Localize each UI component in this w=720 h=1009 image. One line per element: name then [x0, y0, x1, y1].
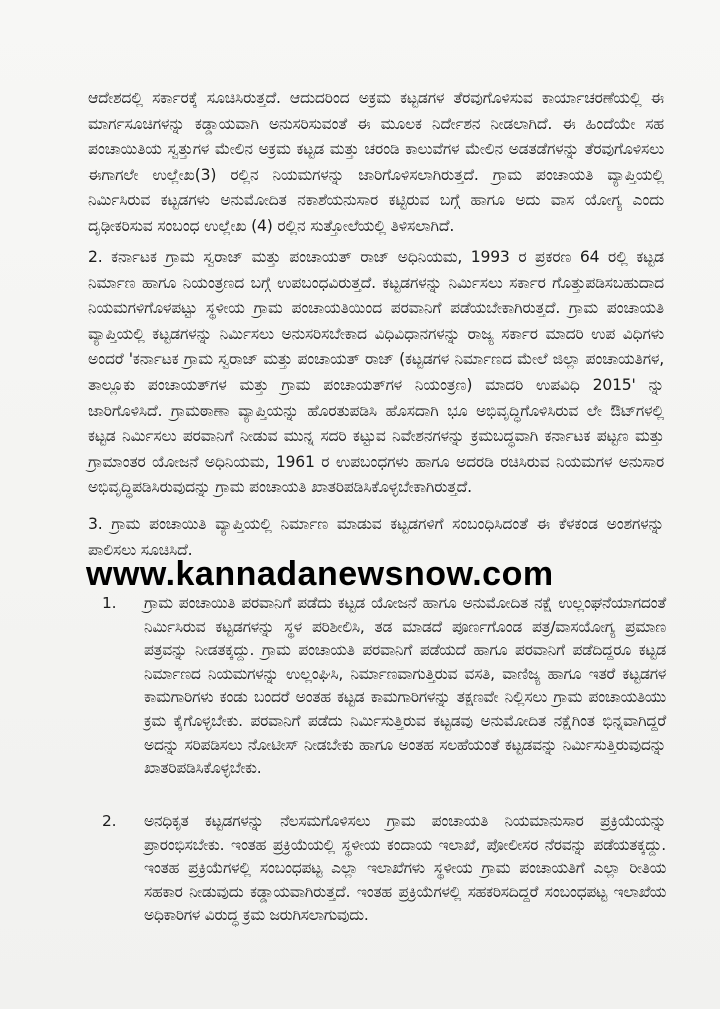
paragraph-3: 3. ಗ್ರಾಮ ಪಂಚಾಯಿತಿ ವ್ಯಾಪ್ತಿಯಲ್ಲಿ ನಿರ್ಮಾಣ ಮಾಡುವ ಕಟ್ಟಡಗಳಿಗೆ ಸಂಬಂಧಿಸಿದಂತೆ ಈ ಕೆಳಕಂಡ ಅಂಶಗಳನ್ನು ಪಾಲಿಸಲು ಸೂಚಿಸಿದೆ. — [88, 515, 664, 559]
list-item-number: 2. — [102, 812, 117, 830]
list-item — [102, 592, 666, 781]
paragraph-1: ಆದೇಶದಲ್ಲಿ ಸರ್ಕಾರಕ್ಕೆ ಸೂಚಿಸಿರುತ್ತದೆ. ಆದುದರಿಂದ ಅಕ್ರಮ ಕಟ್ಟಡಗಳ ತೆರವುಗೊಳಿಸುವ ಕಾರ್ಯಾಚರಣೆಯಲ್ಲಿ ಈ ಮಾರ್ಗಸೂಚಿಗಳನ್ನು ಕಡ್ಡಾಯವಾಗಿ ಅನುಸರಿಸುವಂತೆ ಈ ಮೂಲಕ ನಿರ್ದೇಶನ ನೀಡಲಾಗಿದೆ. ಈ ಹಿಂದೆಯೇ ಸಹ ಪಂಚಾಯಿತಿಯ ಸ್ವತ್ತುಗಳ ಮೇಲಿನ ಅಕ್ರಮ ಕಟ್ಟಡ ಮತ್ತು ಚರಂಡಿ ಕಾಲುವೆಗಳ ಮೇಲಿನ ಅಡತಡೆಗಳನ್ನು ತೆರವುಗೊಳಿಸಲು ಈಗಾಗಲೇ ಉಲ್ಲೇಖ(3) ರಲ್ಲಿನ ನಿಯಮಗಳನ್ನು ಜಾರಿಗೊಳಿಸಲಾಗಿರುತ್ತದೆ. ಗ್ರಾಮ ಪಂಚಾಯತಿ ವ್ಯಾಪ್ತಿಯಲ್ಲಿ ನಿರ್ಮಿಸಿರುವ ಕಟ್ಟಡಗಳು ಅನುಮೋದಿತ ನಕಾಶೆಯನುಸಾರ ಕಟ್ಟಿರುವ ಬಗ್ಗೆ ಹಾಗೂ ಅದು ವಾಸ ಯೋಗ್ಯ ಎಂದು ದೃಢೀಕರಿಸುವ ಸಂಬಂಧ ಉಲ್ಲೇಖ (4) ರಲ್ಲಿನ ಸುತ್ತೋಲೆಯಲ್ಲಿ ತಿಳಿಸಲಾಗಿದೆ. — [88, 89, 664, 235]
paragraph-2: 2. ಕರ್ನಾಟಕ ಗ್ರಾಮ ಸ್ವರಾಜ್ ಮತ್ತು ಪಂಚಾಯತ್ ರಾಜ್ ಅಧಿನಿಯಮ, 1993 ರ ಪ್ರಕರಣ 64 ರಲ್ಲಿ ಕಟ್ಟಡ ನಿರ್ಮಾಣ ಹಾಗೂ ನಿಯಂತ್ರಣದ ಬಗ್ಗೆ ಉಪಬಂಧವಿರುತ್ತದೆ. ಕಟ್ಟಡಗಳನ್ನು ನಿರ್ಮಿಸಲು ಸರ್ಕಾರ ಗೊತ್ತುಪಡಿಸಬಹುದಾದ ನಿಯಮಗಳಿಗೊಳಪಟ್ಟು ಸ್ಥಳೀಯ ಗ್ರಾಮ ಪಂಚಾಯತಿಯಿಂದ ಪರವಾನಿಗೆ ಪಡೆಯಬೇಕಾಗಿರುತ್ತದೆ. ಗ್ರಾಮ ಪಂಚಾಯತಿ ವ್ಯಾಪ್ತಿಯಲ್ಲಿ ಕಟ್ಟಡಗಳನ್ನು ನಿರ್ಮಿಸಲು ಅನುಸರಿಸಬೇಕಾದ ವಿಧಿವಿಧಾನಗಳನ್ನು ರಾಜ್ಯ ಸರ್ಕಾರ ಮಾದರಿ ಉಪ ವಿಧಿಗಳು ಅಂದರೆ 'ಕರ್ನಾಟಕ ಗ್ರಾಮ ಸ್ವರಾಜ್ ಮತ್ತು ಪಂಚಾಯತ್ ರಾಜ್ (ಕಟ್ಟಡಗಳ ನಿರ್ಮಾಣದ ಮೇಲೆ ಜಿಲ್ಲಾ ಪಂಚಾಯತಿಗಳ, ತಾಲ್ಲೂಕು ಪಂಚಾಯತ್‌ಗಳ ಮತ್ತು ಗ್ರಾಮ ಪಂಚಾಯತ್‌ಗಳ ನಿಯಂತ್ರಣ) ಮಾದರಿ ಉಪವಿಧಿ 2015' ನ್ನು ಜಾರಿಗೊಳಿಸಿದೆ. ಗ್ರಾಮಠಾಣಾ ವ್ಯಾಪ್ತಿಯನ್ನು ಹೊರತುಪಡಿಸಿ ಹೊಸದಾಗಿ ಭೂ ಅಭಿವೃದ್ಧಿಗೊಳಿಸಿರುವ ಲೇ ಔಟ್‌ಗಳಲ್ಲಿ ಕಟ್ಟಡ ನಿರ್ಮಿಸಲು ಪರವಾನಿಗೆ ನೀಡುವ ಮುನ್ನ ಸದರಿ ಕಟ್ಟುವ ನಿವೇಶನಗಳನ್ನು ಕ್ರಮಬದ್ಧವಾಗಿ ಕರ್ನಾಟಕ ಪಟ್ಟಣ ಮತ್ತು ಗ್ರಾಮಾಂತರ ಯೋಜನೆ ಅಧಿನಿಯಮ, 1961 ರ ಉಪಬಂಧಗಳು ಹಾಗೂ ಅದರಡಿ ರಚಿಸಿರುವ ನಿಯಮಗಳ ಅನುಸಾರ ಅಭಿವೃದ್ಧಿಪಡಿಸಿರುವುದನ್ನು ಗ್ರಾಮ ಪಂಚಾಯತಿ ಖಾತರಿಪಡಿಸಿಕೊಳ್ಳಬೇಕಾಗಿರುತ್ತದೆ. — [88, 248, 664, 497]
list-item — [102, 810, 666, 928]
list-item-number: 1. — [102, 594, 117, 612]
list-item-text: ಗ್ರಾಮ ಪಂಚಾಯಿತಿ ಪರವಾನಿಗೆ ಪಡೆದು ಕಟ್ಟಡ ಯೋಜನೆ ಹಾಗೂ ಅನುಮೋದಿತ ನಕ್ಷೆ ಉಲ್ಲಂಘನೆಯಾಗದಂತೆ ನಿರ್ಮಿಸಿರುವ ಕಟ್ಟಡಗಳನ್ನು ಸ್ಥಳ ಪರಿಶೀಲಿಸಿ, ತಡ ಮಾಡದೆ ಪೂರ್ಣಗೊಂಡ ಪತ್ರ/ವಾಸಯೋಗ್ಯ ಪ್ರಮಾಣ ಪತ್ರವನ್ನು ನೀಡತಕ್ಕದ್ದು. ಗ್ರಾಮ ಪಂಚಾಯತಿ ಪರವಾನಿಗೆ ಪಡೆಯದೆ ಹಾಗೂ ಪರವಾನಿಗೆ ಪಡೆದಿದ್ದರೂ ಕಟ್ಟಡ ನಿರ್ಮಾಣದ ನಿಯಮಗಳನ್ನು ಉಲ್ಲಂಘಿಸಿ, ನಿರ್ಮಾಣವಾಗುತ್ತಿರುವ ವಸತಿ, ವಾಣಿಜ್ಯ ಹಾಗೂ ಇತರೆ ಕಟ್ಟಡಗಳ ಕಾಮಗಾರಿಗಳು ಕಂಡು ಬಂದರೆ ಅಂತಹ ಕಟ್ಟಡ ಕಾಮಗಾರಿಗಳನ್ನು ತಕ್ಷಣವೇ ನಿಲ್ಲಿಸಲು ಗ್ರಾಮ ಪಂಚಾಯತಿಯು ಕ್ರಮ ಕೈಗೊಳ್ಳಬೇಕು. ಪರವಾನಿಗೆ ಪಡೆದು ನಿರ್ಮಿಸುತ್ತಿರುವ ಕಟ್ಟಡವು ಅನುಮೋದಿತ ನಕ್ಷೆಗಿಂತ ಭಿನ್ನವಾಗಿದ್ದರೆ ಅದನ್ನು ಸರಿಪಡಿಸಲು ನೋಟೀಸ್ ನೀಡಬೇಕು ಹಾಗೂ ಅಂತಹ ಸಲಹೆಯಂತೆ ಕಟ್ಟಡವನ್ನು ನಿರ್ಮಿಸುತ್ತಿರುವುದನ್ನು ಖಾತರಿಪಡಿಸಿಕೊಳ್ಳಬೇಕು. — [144, 594, 666, 778]
list-item-text: ಅನಧಿಕೃತ ಕಟ್ಟಡಗಳನ್ನು ನೆಲಸಮಗೊಳಿಸಲು ಗ್ರಾಮ ಪಂಚಾಯತಿ ನಿಯಮಾನುಸಾರ ಪ್ರಕ್ರಿಯೆಯನ್ನು ಪ್ರಾರಂಭಿಸಬೇಕು. ಇಂತಹ ಪ್ರಕ್ರಿಯೆಯಲ್ಲಿ ಸ್ಥಳೀಯ ಕಂದಾಯ ಇಲಾಖೆ, ಪೋಲೀಸರ ನೆರವನ್ನು ಪಡೆಯತಕ್ಕದ್ದು. ಇಂತಹ ಪ್ರಕ್ರಿಯೆಗಳಲ್ಲಿ ಸಂಬಂಧಪಟ್ಟ ಎಲ್ಲಾ ಇಲಾಖೆಗಳು ಸ್ಥಳೀಯ ಗ್ರಾಮ ಪಂಚಾಯತಿಗೆ ಎಲ್ಲಾ ರೀತಿಯ ಸಹಕಾರ ನೀಡುವುದು ಕಡ್ಡಾಯವಾಗಿರುತ್ತದೆ. ಇಂತಹ ಪ್ರಕ್ರಿಯೆಗಳಲ್ಲಿ ಸಹಕರಿಸದಿದ್ದರೆ ಸಂಬಂಧಪಟ್ಟ ಇಲಾಖೆಯ ಅಧಿಕಾರಿಗಳ ವಿರುದ್ಧ ಕ್ರಮ ಜರುಗಿಸಲಾಗುವುದು. — [144, 812, 666, 925]
watermark-url: www.kannadanewsnow.com — [86, 555, 554, 593]
